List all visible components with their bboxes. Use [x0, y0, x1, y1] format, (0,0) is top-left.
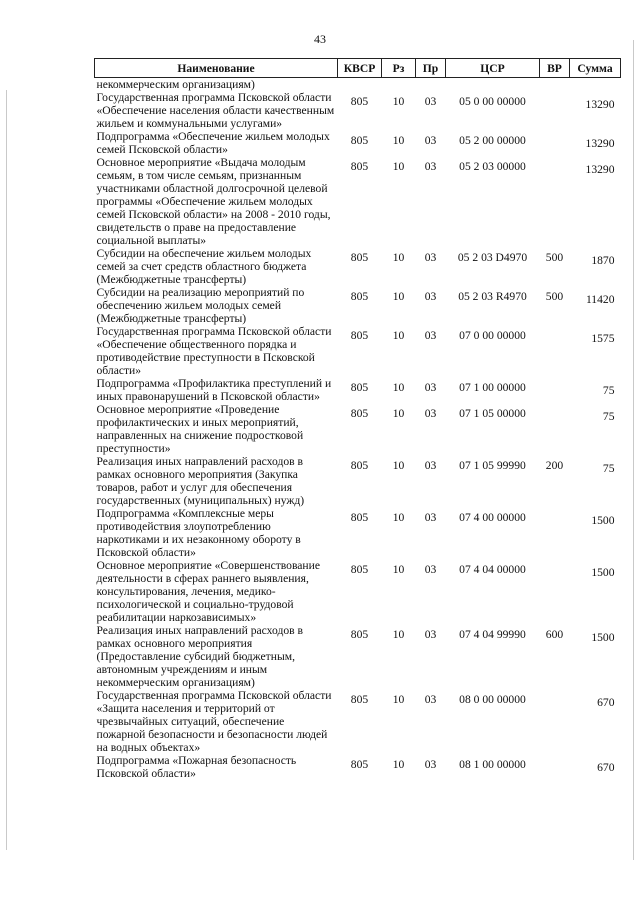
row-kvsr: 805 [350, 134, 369, 147]
row-name: Субсидии на реализацию мероприятий по обеспечению жильем молодых семей (Межбюджетные трансферты) [96, 286, 305, 325]
row-rz: 10 [392, 511, 405, 524]
row-pr: 03 [424, 511, 437, 524]
row-vr: 600 [545, 628, 564, 641]
row-vr [540, 78, 570, 92]
row-name: Основное мероприятие «Выдача молодым семьям, в том числе семьям, признанным участниками областной долгосрочной целевой программы «Обеспечение жильем молодых семей Псковской области» на 2008 - 2010 годы, свидетельств о праве на предоставление социальной выплаты» [96, 156, 331, 247]
row-sum: 670 [597, 696, 615, 709]
row-pr: 03 [424, 95, 437, 108]
row-csr [446, 78, 540, 92]
row-pr [416, 78, 446, 92]
row-rz: 10 [392, 563, 405, 576]
row-pr: 03 [424, 407, 437, 420]
table-header-row [95, 59, 621, 78]
table-row [95, 754, 621, 780]
row-rz: 10 [392, 95, 405, 108]
column-header-csr: ЦСР [446, 59, 540, 78]
row-kvsr: 805 [350, 329, 369, 342]
row-name: Реализация иных направлений расходов в рамках основного мероприятия (Предоставление субсидий бюджетным, автономным учреждениям и иным некоммерческим организациям) [96, 624, 303, 689]
row-vr [540, 377, 570, 403]
row-sum: 670 [597, 761, 615, 774]
row-rz: 10 [392, 134, 405, 147]
row-csr: 07 4 04 00000 [459, 563, 526, 576]
scan-edge-left [6, 90, 7, 850]
row-vr [540, 130, 570, 156]
row-pr: 03 [424, 758, 437, 771]
row-csr: 07 4 00 00000 [459, 511, 526, 524]
row-sum: 1500 [591, 514, 615, 527]
row-kvsr: 805 [350, 511, 369, 524]
row-name: Подпрограмма «Профилактика преступлений и иных правонарушений в Псковской области» [96, 377, 332, 403]
row-kvsr: 805 [350, 251, 369, 264]
table-row [95, 689, 621, 754]
row-sum: 75 [602, 462, 615, 475]
row-csr: 05 0 00 00000 [459, 95, 526, 108]
column-header-vr: ВР [540, 59, 570, 78]
row-kvsr: 805 [350, 693, 369, 706]
row-sum: 13290 [585, 163, 615, 176]
scan-edge-right [633, 40, 634, 860]
row-pr: 03 [424, 693, 437, 706]
row-name: некоммерческим организациям) [96, 78, 255, 91]
row-pr: 03 [424, 160, 437, 173]
row-rz: 10 [392, 329, 405, 342]
row-csr: 05 2 03 R4970 [458, 290, 527, 303]
row-kvsr: 805 [350, 628, 369, 641]
row-vr: 200 [545, 459, 564, 472]
row-rz: 10 [392, 407, 405, 420]
row-sum: 75 [602, 384, 615, 397]
row-pr: 03 [424, 251, 437, 264]
row-kvsr: 805 [350, 381, 369, 394]
table-row [95, 403, 621, 455]
row-vr: 500 [545, 290, 564, 303]
row-pr: 03 [424, 381, 437, 394]
table-row [95, 455, 621, 507]
page-number: 43 [314, 32, 326, 46]
row-name: Реализация иных направлений расходов в рамках основного мероприятия (Закупка товаров, работ и услуг для обеспечения государственных (муниципальных) нужд) [96, 455, 305, 507]
row-vr [540, 403, 570, 455]
row-csr: 05 2 03 D4970 [457, 251, 528, 264]
row-sum: 13290 [585, 137, 615, 150]
row-csr: 07 1 00 00000 [459, 381, 526, 394]
row-kvsr: 805 [350, 407, 369, 420]
column-header-name: Наименование [95, 59, 338, 78]
table-row [95, 156, 621, 247]
row-name: Подпрограмма «Пожарная безопасность Псковской области» [96, 754, 297, 780]
row-sum: 1500 [591, 631, 615, 644]
row-name: Государственная программа Псковской области «Обеспечение общественного порядка и противодействие преступности в Псковской области» [96, 325, 332, 377]
column-header-pr: Пр [416, 59, 446, 78]
row-sum: 1500 [591, 566, 615, 579]
row-name: Подпрограмма «Комплексные меры противодействия злоупотреблению наркотиками и их незаконному обороту в Псковской области» [96, 507, 301, 559]
row-rz: 10 [392, 628, 405, 641]
row-vr [540, 91, 570, 130]
row-pr: 03 [424, 290, 437, 303]
row-pr: 03 [424, 563, 437, 576]
row-vr [540, 754, 570, 780]
row-name: Государственная программа Псковской области «Защита населения и территорий от чрезвычайных ситуаций, обеспечение пожарной безопасности и безопасности людей на водных объектах» [96, 689, 332, 754]
row-csr: 07 1 05 99990 [459, 459, 526, 472]
row-pr: 03 [424, 628, 437, 641]
row-rz [382, 78, 416, 92]
row-vr [540, 559, 570, 624]
table-row [95, 325, 621, 377]
row-name: Субсидии на обеспечение жильем молодых семей за счет средств областного бюджета (Межбюджетные трансферты) [96, 247, 312, 286]
row-kvsr: 805 [350, 563, 369, 576]
row-sum: 1870 [591, 254, 615, 267]
table-row [95, 130, 621, 156]
row-pr: 03 [424, 459, 437, 472]
row-kvsr: 805 [350, 459, 369, 472]
row-vr [540, 507, 570, 559]
row-name: Государственная программа Псковской области «Обеспечение населения области качественным жильем и коммунальными услугами» [96, 91, 335, 130]
table-row [95, 624, 621, 689]
row-name: Основное мероприятие «Проведение профилактических и иных мероприятий, направленных на снижение подростковой преступности» [96, 403, 304, 455]
row-csr: 08 1 00 00000 [459, 758, 526, 771]
row-sum: 11420 [585, 293, 615, 306]
column-header-sum: Сумма [570, 59, 621, 78]
row-name: Подпрограмма «Обеспечение жильем молодых семей Псковской области» [96, 130, 330, 156]
table-row [95, 247, 621, 286]
row-rz: 10 [392, 459, 405, 472]
row-vr [540, 325, 570, 377]
row-rz: 10 [392, 758, 405, 771]
row-sum [570, 78, 621, 92]
row-vr [540, 156, 570, 247]
table-row [95, 377, 621, 403]
table-row [95, 559, 621, 624]
row-rz: 10 [392, 160, 405, 173]
row-name: Основное мероприятие «Совершенствование деятельности в сферах раннего выявления, консультирования, лечения, медико-психологической и социально-трудовой реабилитации наркозависимых» [96, 559, 320, 624]
row-kvsr: 805 [350, 290, 369, 303]
column-header-kvsr: КВСР [338, 59, 382, 78]
row-rz: 10 [392, 251, 405, 264]
row-csr: 05 2 00 00000 [459, 134, 526, 147]
table-row [95, 78, 621, 92]
table-row [95, 507, 621, 559]
row-pr: 03 [424, 134, 437, 147]
row-kvsr [338, 78, 382, 92]
row-vr: 500 [545, 251, 564, 264]
row-sum: 1575 [591, 332, 615, 345]
row-kvsr: 805 [350, 95, 369, 108]
column-header-rz: Рз [382, 59, 416, 78]
row-rz: 10 [392, 693, 405, 706]
row-csr: 07 1 05 00000 [459, 407, 526, 420]
row-kvsr: 805 [350, 758, 369, 771]
row-csr: 07 4 04 99990 [459, 628, 526, 641]
row-sum: 75 [602, 410, 615, 423]
row-rz: 10 [392, 381, 405, 394]
row-rz: 10 [392, 290, 405, 303]
budget-table [94, 58, 621, 780]
row-sum: 13290 [585, 98, 615, 111]
table-row [95, 91, 621, 130]
row-csr: 08 0 00 00000 [459, 693, 526, 706]
table-row [95, 286, 621, 325]
row-kvsr: 805 [350, 160, 369, 173]
row-csr: 07 0 00 00000 [459, 329, 526, 342]
row-csr: 05 2 03 00000 [459, 160, 526, 173]
row-pr: 03 [424, 329, 437, 342]
row-vr [540, 689, 570, 754]
